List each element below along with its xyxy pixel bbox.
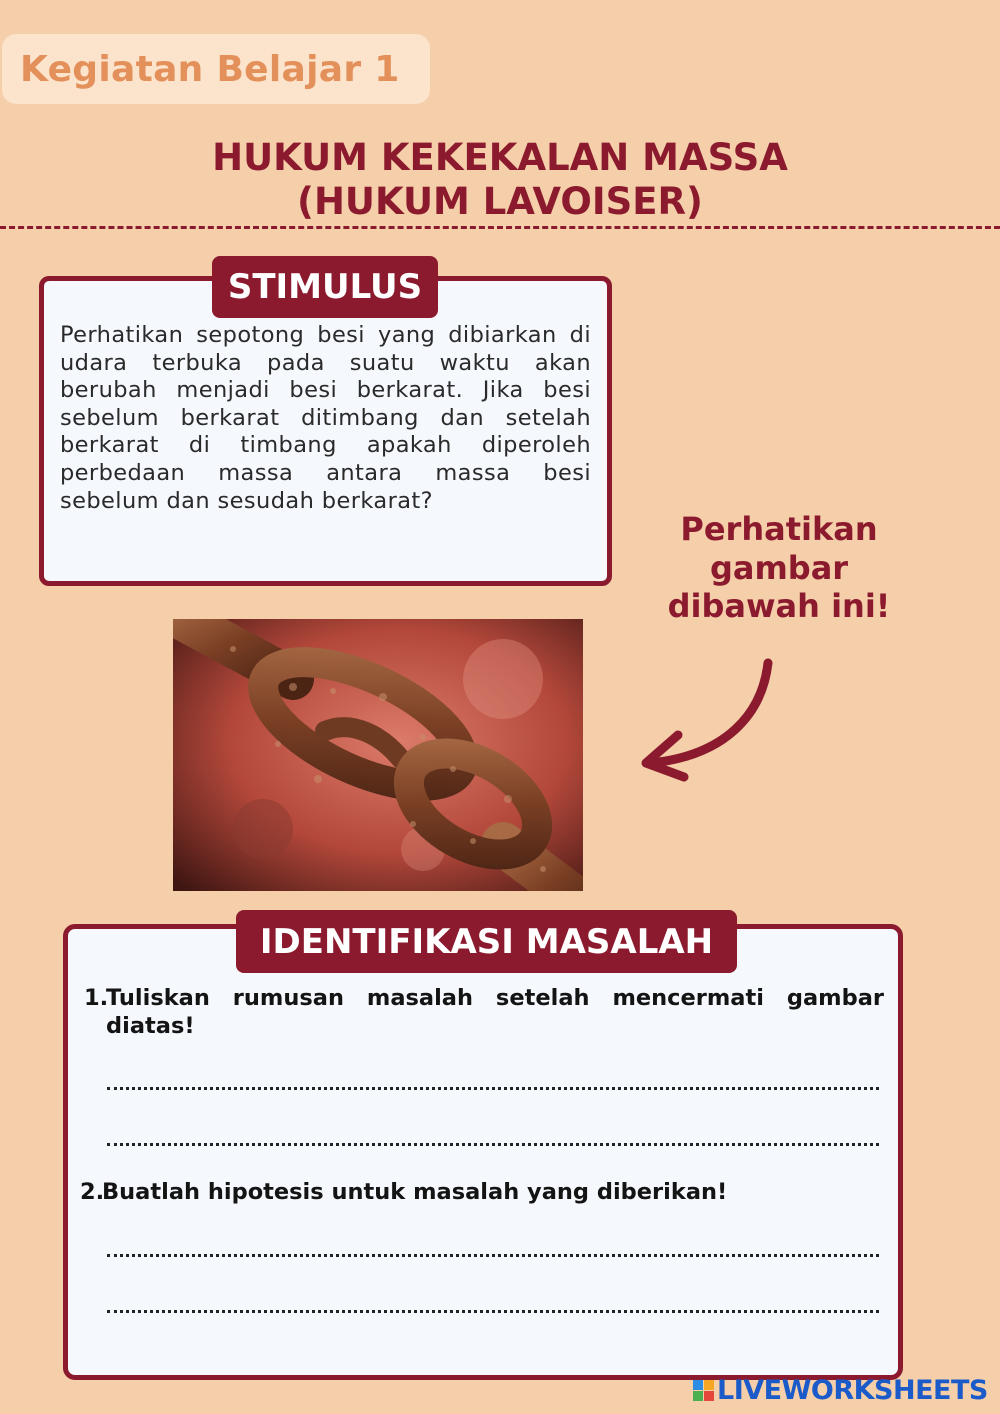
answer-input[interactable]	[107, 1227, 879, 1257]
curved-arrow-icon	[630, 655, 780, 785]
problem-identification-tab	[236, 910, 737, 973]
image-instruction-line-3: dibawah ini!	[667, 587, 891, 625]
liveworksheets-grid-icon	[693, 1380, 714, 1401]
stimulus-tab	[212, 256, 438, 318]
question-2	[80, 1178, 880, 1206]
answer-input[interactable]	[107, 1116, 879, 1146]
answer-input[interactable]	[107, 1283, 879, 1313]
problem-identification-tab-label: IDENTIFIKASI MASALAH	[259, 921, 714, 962]
stimulus-text: Perhatikan sepotong besi yang dibiarkan di udara terbuka pada suatu waktu akan berubah menjadi besi berkarat. Jika besi sebelum berkarat ditimbang dan setelah berkarat di timbang apakah diperoleh perbedaan massa antara massa besi sebelum dan sesudah berkarat?	[60, 322, 591, 514]
liveworksheets-logo	[693, 1374, 988, 1406]
section-label	[2, 34, 430, 104]
section-label-text: Kegiatan Belajar 1	[20, 48, 400, 90]
page-title-line-2: (HUKUM LAVOISER)	[297, 180, 703, 223]
rusty-chain-photo	[173, 619, 583, 891]
dashed-divider	[0, 226, 1000, 229]
question-1	[84, 984, 884, 1040]
liveworksheets-wordmark: LIVEWORKSHEETS	[717, 1374, 988, 1406]
image-instruction-line-1: Perhatikan	[680, 510, 878, 548]
image-instruction	[654, 510, 904, 626]
answer-input[interactable]	[107, 1060, 879, 1090]
question-text: Tuliskan rumusan masalah setelah mencermati gambar diatas!	[106, 985, 884, 1039]
question-number: 2.	[80, 1179, 105, 1205]
question-text: Buatlah hipotesis untuk masalah yang diberikan!	[102, 1179, 728, 1205]
image-instruction-line-2: gambar	[709, 548, 849, 587]
stimulus-tab-label: STIMULUS	[227, 267, 423, 307]
question-number: 1.	[84, 985, 109, 1011]
page-title	[0, 136, 1000, 224]
page-title-line-1: HUKUM KEKEKALAN MASSA	[212, 136, 788, 179]
